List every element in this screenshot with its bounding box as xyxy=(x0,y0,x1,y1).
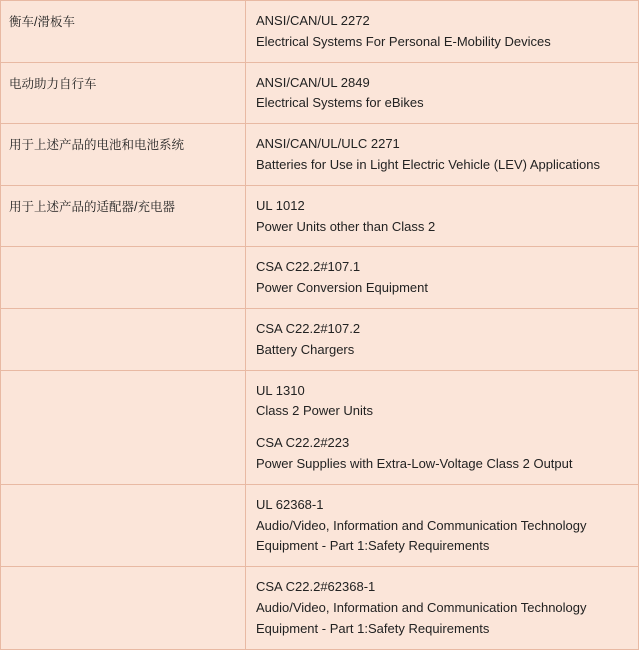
standard-entry xyxy=(246,63,638,124)
standard-code: UL 1310 xyxy=(256,382,305,398)
standard-entry xyxy=(246,431,638,484)
standard-entry xyxy=(246,371,638,432)
standard-code: UL 62368-1 xyxy=(256,496,324,512)
category-cell: 电动助力自行车 xyxy=(1,62,246,124)
standard-code: CSA C22.2#107.1 xyxy=(256,259,361,275)
standard-code: CSA C22.2#62368-1 xyxy=(256,579,376,595)
standard-cell xyxy=(246,308,639,370)
table-row xyxy=(1,124,639,186)
standard-entry xyxy=(246,567,638,648)
table-row xyxy=(1,62,639,124)
category-cell: 用于上述产品的适配器/充电器 xyxy=(1,185,246,247)
standard-cell xyxy=(246,247,639,309)
category-cell xyxy=(1,567,246,649)
category-cell: 衡车/滑板车 xyxy=(1,1,246,63)
table-row xyxy=(1,185,639,247)
table-row xyxy=(1,370,639,484)
standard-description: Power Units other than Class 2 xyxy=(256,218,436,234)
table-row xyxy=(1,308,639,370)
standard-code: CSA C22.2#223 xyxy=(256,435,350,451)
standard-description: Power Supplies with Extra-Low-Voltage Class 2 Output xyxy=(256,455,573,471)
standard-cell xyxy=(246,62,639,124)
standard-code: ANSI/CAN/UL/ULC 2271 xyxy=(256,136,400,152)
category-cell xyxy=(1,308,246,370)
standard-code: CSA C22.2#107.2 xyxy=(256,320,361,336)
standard-description: Audio/Video, Information and Communication Technology Equipment - Part 1:Safety Requirements xyxy=(256,517,587,554)
standard-description: Battery Chargers xyxy=(256,341,355,357)
standard-description: Electrical Systems For Personal E-Mobility Devices xyxy=(256,33,551,49)
category-cell xyxy=(1,247,246,309)
standard-code: UL 1012 xyxy=(256,197,305,213)
standards-table-body xyxy=(1,1,639,650)
standard-code: ANSI/CAN/UL 2272 xyxy=(256,13,370,28)
standard-code: ANSI/CAN/UL 2849 xyxy=(256,74,370,90)
standard-entry xyxy=(246,309,638,370)
standard-description: Class 2 Power Units xyxy=(256,403,374,419)
standard-entry xyxy=(246,485,638,566)
standard-description: Electrical Systems for eBikes xyxy=(256,95,424,111)
standard-description: Power Conversion Equipment xyxy=(256,280,428,296)
standard-entry xyxy=(246,186,638,247)
category-cell: 用于上述产品的电池和电池系统 xyxy=(1,124,246,186)
standard-entry xyxy=(246,1,638,62)
standard-description: Batteries for Use in Light Electric Vehicle (LEV) Applications xyxy=(256,156,600,172)
standard-entry xyxy=(246,247,638,308)
category-cell xyxy=(1,370,246,484)
table-row xyxy=(1,1,639,63)
standard-cell xyxy=(246,484,639,566)
standard-cell xyxy=(246,185,639,247)
standard-description: Audio/Video, Information and Communication Technology Equipment - Part 1:Safety Requirements xyxy=(256,599,587,636)
table-row xyxy=(1,567,639,649)
category-cell xyxy=(1,484,246,566)
standard-cell xyxy=(246,124,639,186)
standard-cell xyxy=(246,370,639,484)
standard-cell xyxy=(246,567,639,649)
table-row xyxy=(1,247,639,309)
table-row xyxy=(1,484,639,566)
standard-cell xyxy=(246,1,639,63)
standard-entry xyxy=(246,124,638,185)
